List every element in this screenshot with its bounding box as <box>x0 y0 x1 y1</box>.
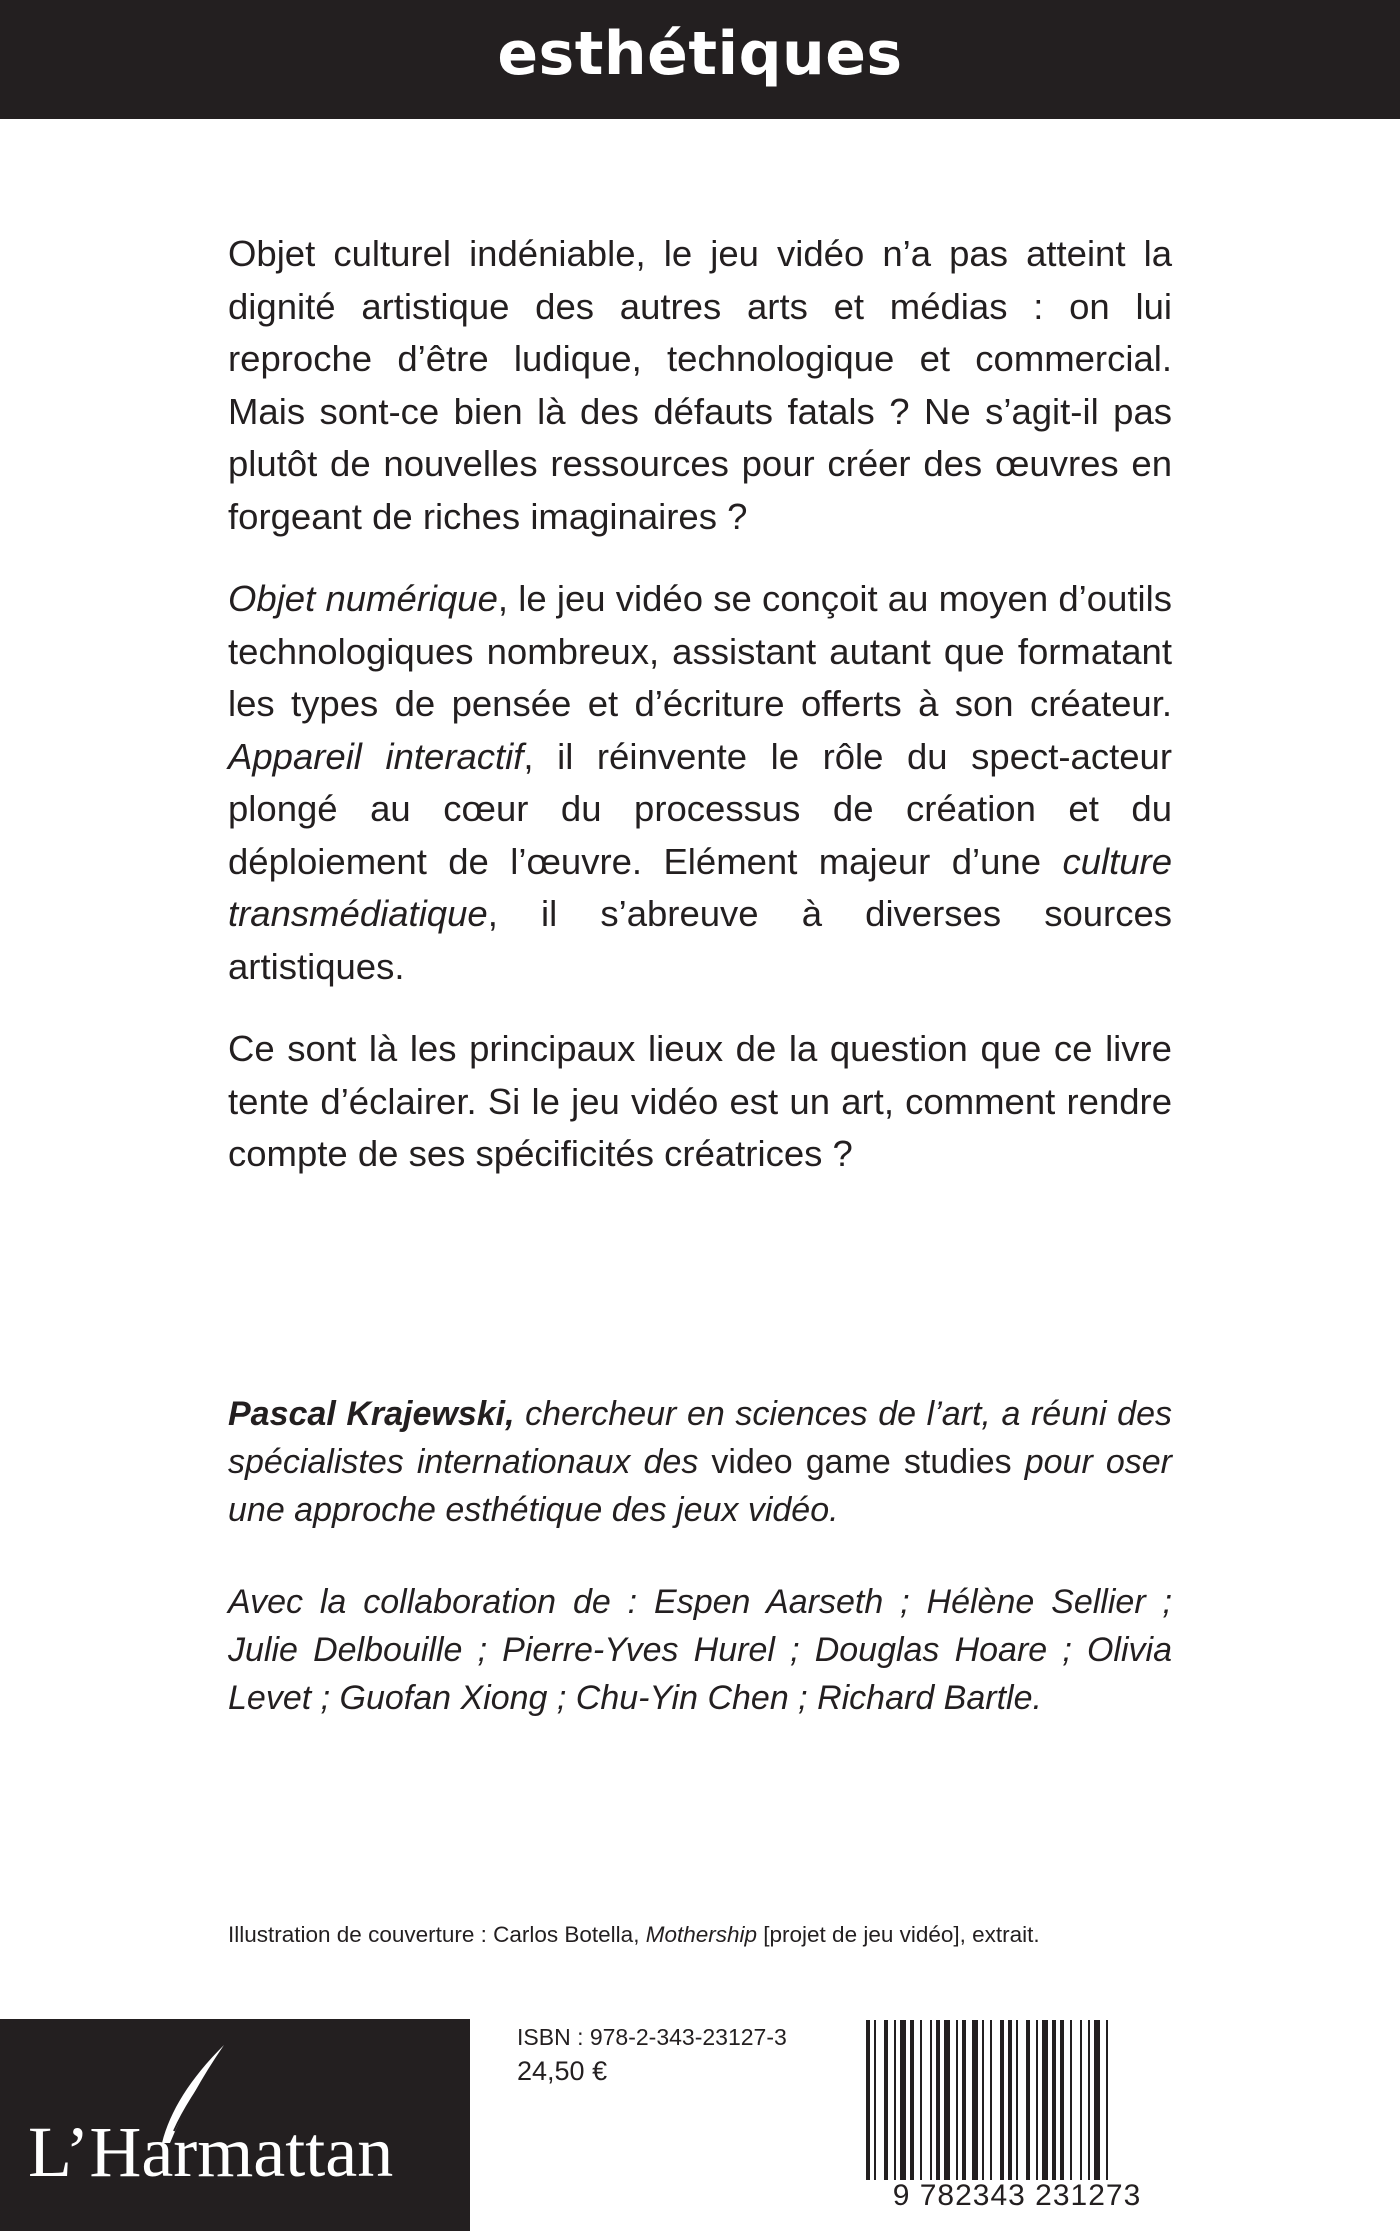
author-bio-text: chercheur en sciences de l’art, a réuni des spécialistes internationaux des <box>228 1395 1172 1481</box>
blurb-term-appareil-interactif: Appareil interactif <box>228 735 524 777</box>
author-name: Pascal Krajewski, <box>228 1395 515 1433</box>
series-band <box>0 0 1400 119</box>
price: 24,50 € <box>517 2056 608 2086</box>
blurb-text: , le jeu vidéo se conçoit au moyen d’outils technologiques nombreux, assistant autant que formatant les types de pensée et d’écriture offerts à son créateur. <box>228 578 1172 724</box>
author-section <box>228 1390 1172 1766</box>
blurb-term-objet-numerique: Objet numérique <box>228 578 498 619</box>
blurb-paragraph-3: Ce sont là les principaux lieux de la question que ce livre tente d’éclairer. Si le jeu vidéo est un art, comment rendre compte de ses spécificités créatrices ? <box>228 1028 1172 1174</box>
barcode-digits: 9 782343 231273 <box>892 2179 1142 2212</box>
blurb-paragraph-1: Objet culturel indéniable, le jeu vidéo n’a pas atteint la dignité artistique des autres arts et médias : on lui reproche d’être ludique, technologique et commercial. Mais sont-ce bien là des défauts fatals ? Ne s’agit-il pas plutôt de nouvelles ressources pour créer des œuvres en forgeant de riches imaginaires ? <box>228 233 1172 537</box>
blurb-text: , il réinvente le rôle du spect-acteur plongé au cœur du processus de création et du déploiement de l’œuvre. Elément majeur d’une <box>228 735 1172 882</box>
credit-work-title: Mothership <box>645 1922 758 1947</box>
author-bio <box>228 1390 1172 1534</box>
publisher-name: L’Harmattan <box>28 2112 394 2192</box>
publisher-logo <box>0 2019 470 2231</box>
isbn: ISBN : 978-2-343-23127-3 <box>517 2024 787 2050</box>
blurb-text: , il s’abreuve à diverses sources artistiques. <box>228 893 1172 987</box>
barcode-icon <box>864 2020 1170 2180</box>
cover-illustration-credit <box>228 1918 1188 1952</box>
series-title: esthétiques <box>497 19 903 89</box>
blurb-paragraph-2 <box>228 573 1172 993</box>
author-bio-term: video game studies <box>711 1443 1012 1481</box>
blurb-term-culture-transmediatique: culture transmédiatique <box>228 840 1172 934</box>
collaborators: Avec la collaboration de : Espen Aarseth ; Hélène Sellier ; Julie Delbouille ; Pierre-Yves Hurel ; Douglas Hoare ; Olivia Levet ; Guofan Xiong ; Chu-Yin Chen ; Richard Bartle. <box>228 1583 1172 1717</box>
author-bio-text: pour oser une approche esthétique des jeux vidéo. <box>228 1443 1172 1529</box>
credit-text: [projet de jeu vidéo], extrait. <box>757 1922 1040 1947</box>
back-cover-blurb <box>228 228 1172 1181</box>
credit-text: Illustration de couverture : Carlos Botella, <box>228 1922 646 1947</box>
